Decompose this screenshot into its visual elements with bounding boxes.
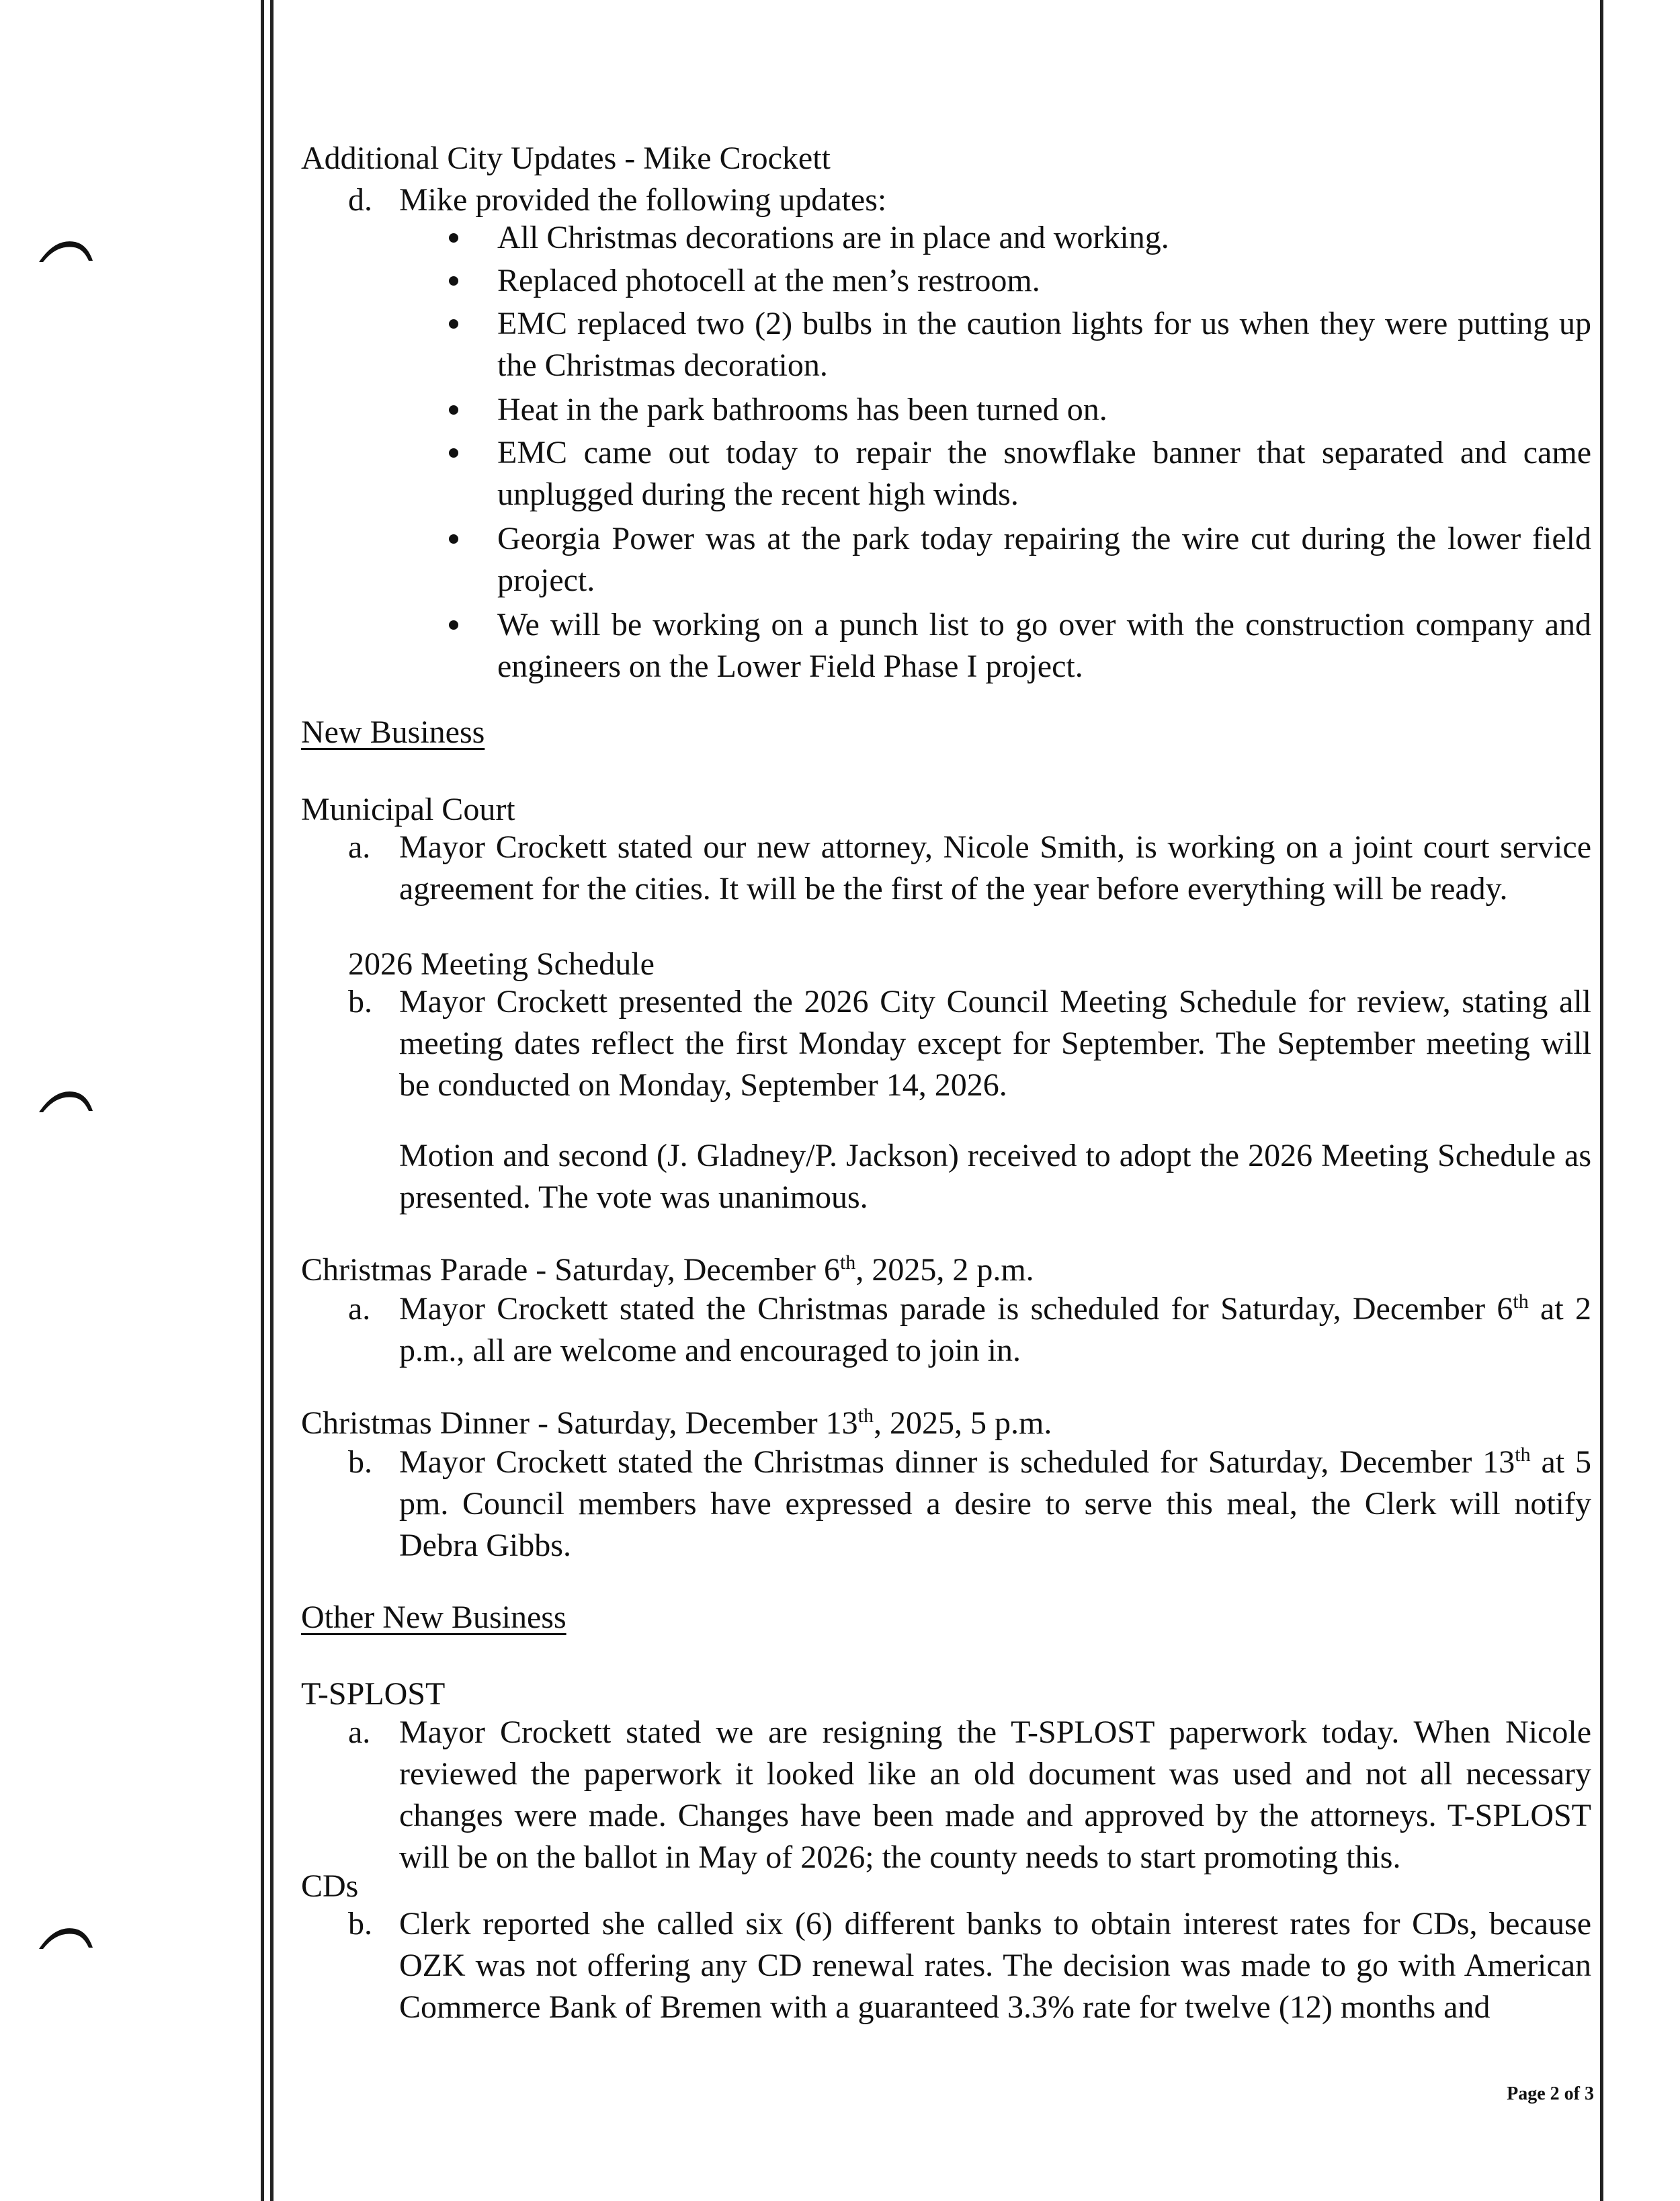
list-marker: a.	[348, 1714, 371, 1750]
bullet-dot	[449, 233, 458, 243]
bullet-text: All Christmas decorations are in place and working.	[497, 220, 1169, 255]
cds-text: Clerk reported she called six (6) different banks to obtain interest rates for CDs, because OZK was not offering any CD renewal rates. The decision was made to go with American Commerce Bank of Bremen with a guaranteed 3.3% rate for twelve (12) months and	[399, 1906, 1591, 2025]
dinner-text: Mayor Crockett stated the Christmas dinner is scheduled for Saturday, December 13th at 5 pm. Council members have expressed a desire to serve this meal, the Clerk will notify Debra Gibbs.	[399, 1444, 1591, 1563]
tsplost-text: Mayor Crockett stated we are resigning the T-SPLOST paperwork today. When Nicole reviewed the paperwork it looked like an old document was used and not all necessary changes were made. Changes have been made and approved by the attorneys. T-SPLOST will be on the ballot in May of 2026; the county needs to start promoting this.	[399, 1714, 1591, 1875]
dinner-heading: Christmas Dinner - Saturday, December 13th, 2025, 5 p.m.	[301, 1405, 1052, 1441]
meeting-schedule-heading: 2026 Meeting Schedule	[348, 946, 655, 982]
meeting-schedule-text: Mayor Crockett presented the 2026 City Council Meeting Schedule for review, stating all meeting dates reflect the first Monday except for September. The September meeting will be conducted on Monday, September 14, 2026.	[399, 984, 1591, 1103]
punch-hole-middle	[35, 1087, 95, 1114]
list-marker: d.	[348, 182, 372, 218]
bullet-dot	[449, 620, 458, 630]
city-updates-heading: Additional City Updates - Mike Crockett	[301, 140, 831, 176]
margin-rule-right	[1600, 0, 1603, 2201]
bullet-dot	[449, 448, 458, 458]
punch-hole-bottom	[35, 1923, 95, 1950]
municipal-court-heading: Municipal Court	[301, 792, 515, 827]
bullet-text: Replaced photocell at the men’s restroom.	[497, 263, 1040, 298]
list-marker: a.	[348, 1291, 371, 1327]
bullet-text: EMC came out today to repair the snowflake banner that separated and came unplugged during the recent high winds.	[497, 435, 1591, 512]
bullet-text: Georgia Power was at the park today repairing the wire cut during the lower field project.	[497, 521, 1591, 598]
bullet-text: We will be working on a punch list to go over with the construction company and engineers on the Lower Field Phase I project.	[497, 607, 1591, 684]
parade-heading: Christmas Parade - Saturday, December 6th, 2025, 2 p.m.	[301, 1251, 1034, 1288]
page-number: Page 2 of 3	[1507, 2083, 1594, 2104]
margin-rule-left-1	[261, 0, 264, 2201]
city-updates-intro: Mike provided the following updates:	[399, 182, 887, 218]
bullet-text: EMC replaced two (2) bulbs in the caution lights for us when they were putting up the Christmas decoration.	[497, 306, 1591, 383]
tsplost-heading: T-SPLOST	[301, 1676, 446, 1712]
list-marker: b.	[348, 1906, 372, 1942]
punch-hole-top	[35, 237, 95, 263]
list-marker: a.	[348, 829, 371, 865]
bullet-text: Heat in the park bathrooms has been turned on.	[497, 392, 1107, 427]
bullet-dot	[449, 319, 458, 329]
new-business-heading: New Business	[301, 714, 485, 750]
other-new-business-heading: Other New Business	[301, 1600, 566, 1635]
bullet-dot	[449, 534, 458, 544]
margin-rule-left-2	[270, 0, 274, 2201]
municipal-court-text: Mayor Crockett stated our new attorney, Nicole Smith, is working on a joint court service agreement for the cities. It will be the first of the year before everything will be ready.	[399, 829, 1591, 907]
bullet-dot	[449, 405, 458, 415]
bullet-dot	[449, 276, 458, 286]
meeting-schedule-motion: Motion and second (J. Gladney/P. Jackson) received to adopt the 2026 Meeting Schedule as presented. The vote was unanimous.	[399, 1138, 1591, 1215]
cds-heading: CDs	[301, 1868, 359, 1904]
list-marker: b.	[348, 984, 372, 1020]
list-marker: b.	[348, 1444, 372, 1480]
parade-text: Mayor Crockett stated the Christmas parade is scheduled for Saturday, December 6th at 2 p.m., all are welcome and encouraged to join in.	[399, 1290, 1592, 1368]
